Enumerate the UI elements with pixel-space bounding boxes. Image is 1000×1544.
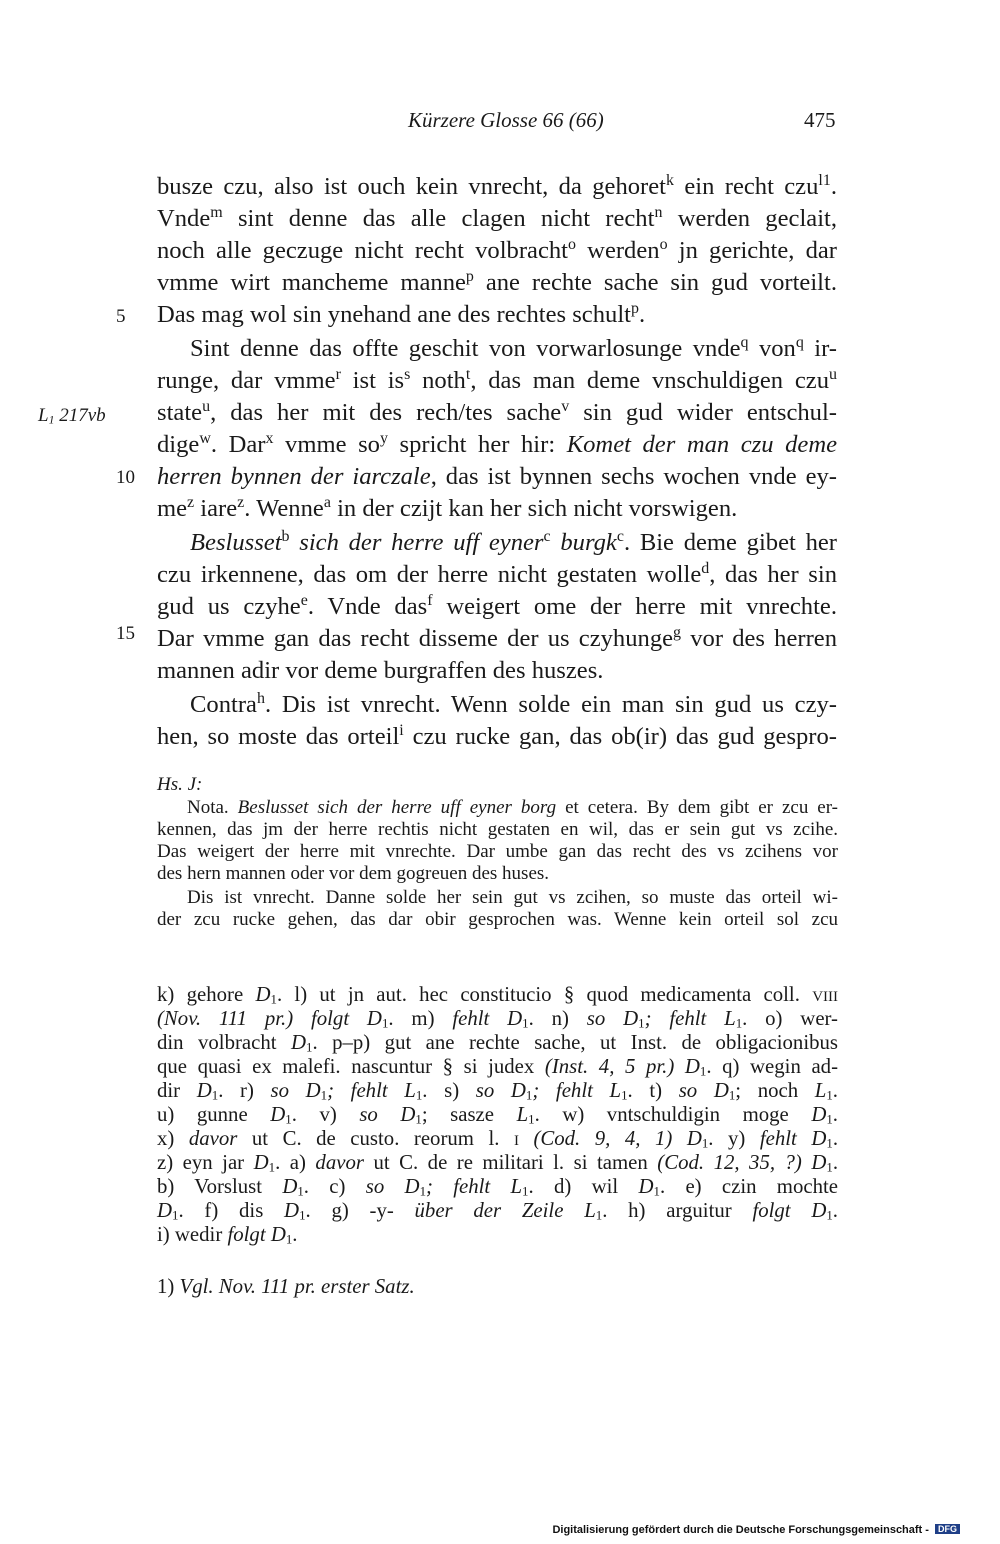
text-line: Sint denne das offte geschit von vorwarlosunge vnde$^q$ von$^q$ ir- <box>190 334 837 362</box>
manuscript-heading: Hs. J: <box>157 774 203 795</box>
text-line: busze czu, also ist ouch kein vnrecht, da gehoret$^k$ ein recht czu$^{l1}$. <box>157 172 837 200</box>
manuscript-line: Nota. Beslusset sich der herre uff eyner borg et cetera. By dem gibt er zcu er- <box>187 797 839 818</box>
apparatus-line: $D_1$. f) dis $D_1$. g) -y- über der Zeile $L_1$. h) arguitur folgt $D_1$. <box>157 1199 838 1223</box>
text-line: runge, dar vmme$^r$ ist $is^s$ noth$^t$, das man deme vnschuldigen czu$^u$ <box>157 366 838 394</box>
text-line: mannen adir vor deme burgraffen des huszes. <box>157 657 604 684</box>
text-line: Das mag wol sin ynehand ane des rechtes schult$^p$. <box>157 300 646 328</box>
text-line: czu irkennene, das om der herre nicht gestaten wolle$^d$, das her sin <box>157 560 838 588</box>
apparatus-line: z) eyn jar $D_1$. a) davor ut C. de re militari l. si tamen (Cod. 12, 35, ?) $D_1$. <box>157 1151 839 1175</box>
running-title: Kürzere Glosse 66 (66) <box>408 108 604 132</box>
text-line: Beslusset$^b$ sich der herre uff eyner$^c$ burgk$^c$. Bie deme gibet her <box>190 528 837 556</box>
page-number: 475 <box>804 108 836 132</box>
dfg-credit: Digitalisierung gefördert durch die Deutsche Forschungsgemeinschaft - DFG <box>552 1524 960 1536</box>
apparatus-line: que quasi ex malefi. nascuntur § si judex (Inst. 4, 5 pr.) $D_1$. q) wegin ad- <box>157 1055 838 1079</box>
text-line: Vnde$^m$ sint denne das alle clagen nicht recht$^n$ werden geclait, <box>157 204 838 232</box>
line-number: 15 <box>116 623 135 644</box>
margin-folio-reference: $L_1$ 217vb <box>38 405 106 427</box>
footnote: 1) Vgl. Nov. 111 pr. erster Satz. <box>157 1275 415 1298</box>
manuscript-line: der zcu rucke gehen, das dar obir gesprochen was. Wenne kein orteil sol zcu <box>157 909 838 930</box>
apparatus-line: k) gehore $D_1$. l) ut jn aut. hec constitucio § quod medicamenta coll. viii <box>157 983 839 1007</box>
apparatus-line: (Nov. 111 pr.) folgt $D_1$. m) fehlt $D_1$. n) so $D_1$; fehlt $L_1$. o) wer- <box>157 1007 838 1031</box>
text-line: noch alle geczuge nicht recht volbracht$^o$ werden$^o$ jn gerichte, dar <box>157 236 837 264</box>
text-line: $me^z$ iare$^z$. Wenne$^a$ in der czijt kan her sich nicht vorswigen. <box>157 494 738 522</box>
text-line: herren bynnen der iarczale, das ist bynnen sechs wochen vnde ey- <box>157 463 837 490</box>
apparatus-line: dir $D_1$. r) so $D_1$; fehlt $L_1$. s) so $D_1$; fehlt $L_1$. t) so $D_1$; noch $L_1$. <box>157 1079 838 1103</box>
manuscript-line: Dis ist vnrecht. Danne solde her sein gut vs zcihen, so muste das orteil wi- <box>187 887 838 908</box>
text-line: vmme wirt mancheme manne$^p$ ane rechte sache sin gud vorteilt. <box>157 268 837 296</box>
line-number: 10 <box>116 467 135 488</box>
apparatus-line: b) Vorslust $D_1$. c) so $D_1$; fehlt $L_1$. d) wil $D_1$. e) czin mochte <box>157 1175 839 1199</box>
text-line: dige$^w$. Dar$^x$ vmme $so^y$ spricht her hir: Komet der man czu deme <box>157 430 838 458</box>
manuscript-line: kennen, das jm der herre rechtis nicht gestaten en wil, das er sein gut vs zcihe. <box>157 819 838 840</box>
line-number: 5 <box>116 306 126 327</box>
manuscript-line: des hern mannen oder vor dem gogreuen des huses. <box>157 863 550 884</box>
dfg-logo: DFG <box>935 1524 960 1534</box>
text-line: Dar vmme gan das recht disseme der us czyhunge$^g$ vor des herren <box>157 624 837 652</box>
text-line: hen, so moste das orteil$^i$ czu rucke gan, das ob(ir) das gud gespro- <box>157 722 837 750</box>
apparatus-line: u) gunne $D_1$. v) so $D_1$; sasze $L_1$. w) vntschuldigin moge $D_1$. <box>157 1103 838 1127</box>
text-line: Contra$^h$. Dis ist vnrecht. Wenn solde ein man sin gud us czy- <box>190 690 837 718</box>
apparatus-line: x) davor ut C. de custo. reorum l. i (Cod. 9, 4, 1) $D_1$. y) fehlt $D_1$. <box>157 1127 839 1151</box>
text-line: gud us czyhe$^e$. Vnde das$^f$ weigert ome der herre mit vnrechte. <box>157 592 837 620</box>
apparatus-line: din volbracht $D_1$. p–p) gut ane rechte sache, ut Inst. de obligacionibus <box>157 1031 839 1055</box>
text-line: state$^u$, das her mit des rech/tes sache$^v$ sin gud wider entschul- <box>157 398 837 426</box>
apparatus-line: i) wedir folgt $D_1$. <box>157 1223 298 1247</box>
manuscript-line: Das weigert der herre mit vnrechte. Dar umbe gan das recht des vs zcihens vor <box>157 841 838 862</box>
